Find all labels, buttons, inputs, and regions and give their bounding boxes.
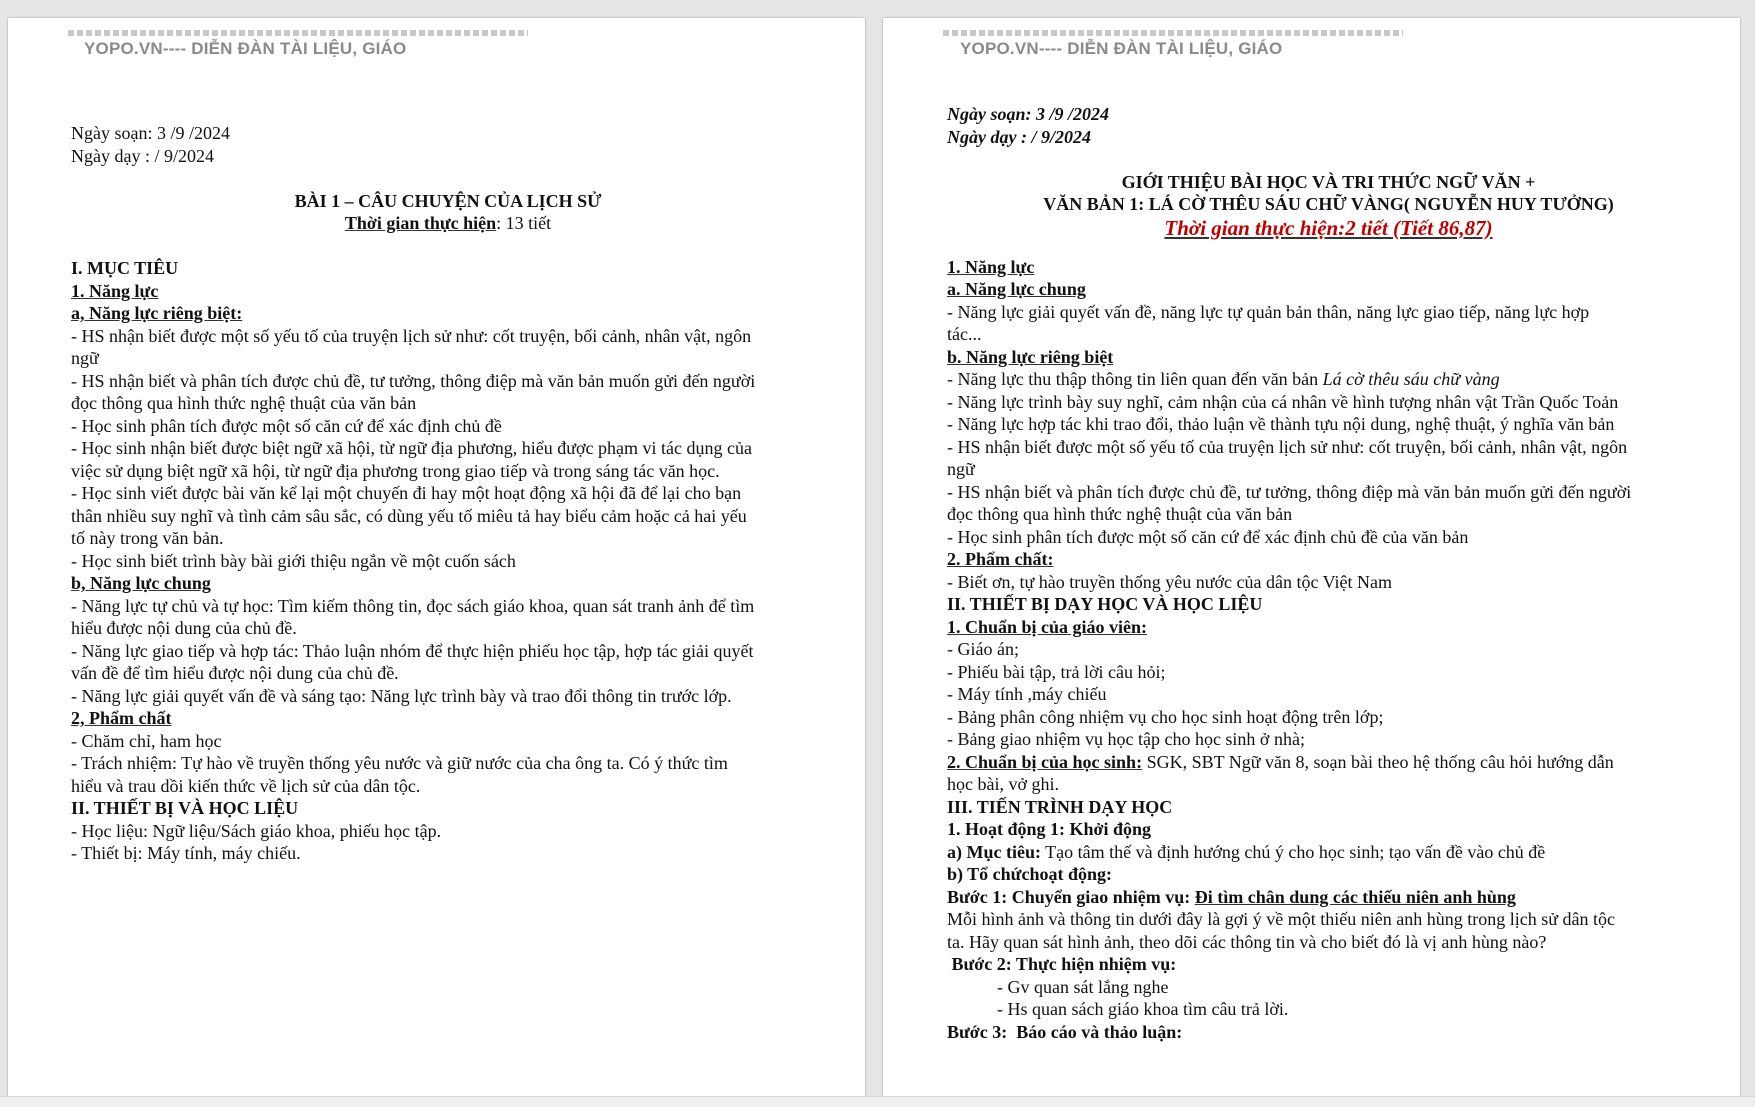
site-header: YOPO.VN---- DIỄN ĐÀN TÀI LIỆU, GIÁO (960, 39, 1283, 58)
paragraph (947, 841, 1710, 864)
paragraph: - Năng lực hợp tác khi trao đổi, thảo luận về thành tựu nội dung, nghệ thuật, ý nghĩa văn bản (947, 414, 1615, 434)
paragraph: tác... (947, 324, 982, 344)
subsection-heading: 1. Năng lực (947, 256, 1035, 277)
document-page-left (8, 18, 865, 1098)
paragraph: - Năng lực giải quyết vấn đề, năng lực tự quản bản thân, năng lực giao tiếp, năng lực hợp (947, 301, 1590, 322)
paragraph: - Bảng giao nhiệm vụ học tập cho học sinh ở nhà; (947, 729, 1305, 749)
paragraph: đọc thông qua hình thức nghệ thuật của văn bản (71, 393, 417, 413)
date-teach: Ngày dạy : / 9/2024 (71, 145, 214, 166)
paragraph: - Năng lực giải quyết vấn đề và sáng tạo: Năng lực trình bày và trao đổi thông tin trước lớp. (71, 685, 732, 706)
lesson-title: VĂN BẢN 1: LÁ CỜ THÊU SÁU CHỮ VÀNG( NGUYỄN HUY TƯỞNG) (1043, 194, 1614, 214)
site-header: YOPO.VN---- DIỄN ĐÀN TÀI LIỆU, GIÁO (84, 39, 407, 58)
section-heading: II. THIẾT BỊ VÀ HỌC LIỆU (71, 798, 299, 818)
lesson-title: GIỚI THIỆU BÀI HỌC VÀ TRI THỨC NGỮ VĂN + (1121, 171, 1536, 192)
paragraph: - Thiết bị: Máy tính, máy chiếu. (71, 843, 301, 863)
subsection-heading: a. Năng lực chung (947, 279, 1086, 299)
page-body (71, 122, 825, 865)
subsection-heading: b) Tổ chứchoạt động: (947, 864, 1112, 884)
paragraph (947, 368, 1710, 391)
time-line: Thời gian thực hiện:2 tiết (Tiết 86,87) (1164, 215, 1493, 240)
paragraph: - Học sinh phân tích được một số căn cứ để xác định chủ đề (71, 415, 502, 436)
paragraph-text: SGK, SBT Ngữ văn 8, soạn bài theo hệ thống câu hỏi hướng dẫn (1142, 751, 1614, 772)
horizontal-scrollbar[interactable] (0, 1096, 1755, 1107)
subsection-heading: b. Năng lực riêng biệt (947, 346, 1114, 367)
subsection-heading: 2. Phẩm chất: (947, 549, 1054, 569)
paragraph: - Trách nhiệm: Tự hào về truyền thống yêu nước và giữ nước của cha ông ta. Có ý thức tìm (71, 753, 728, 773)
section-heading: III. TIẾN TRÌNH DẠY HỌC (947, 796, 1173, 817)
step-label: Bước 1: Chuyển giao nhiệm vụ: (947, 886, 1195, 907)
paragraph: - Học sinh biết trình bày bài giới thiệu ngắn về một cuốn sách (71, 550, 516, 571)
time-label: Thời gian thực hiện (344, 213, 497, 233)
date-teach: Ngày dạy : / 9/2024 (947, 126, 1091, 147)
page-body (947, 103, 1710, 1043)
paragraph: - Năng lực trình bày suy nghĩ, cảm nhận của cá nhân về hình tượng nhân vật Trần Quốc Toản (947, 391, 1619, 412)
paragraph: - Chăm chỉ, ham học (71, 730, 222, 751)
paragraph: tố này trong văn bản. (71, 528, 224, 548)
paragraph: - HS nhận biết và phân tích được chủ đề, tư tưởng, thông điệp mà văn bản muốn gửi đến người (71, 370, 756, 391)
paragraph: - HS nhận biết và phân tích được chủ đề, tư tưởng, thông điệp mà văn bản muốn gửi đến người (947, 481, 1632, 502)
document-page-right (883, 18, 1740, 1098)
paragraph: Mỗi hình ảnh và thông tin dưới đây là gợi ý về một thiếu niên anh hùng trong lịch sử dân tộc (947, 909, 1615, 929)
subsection-heading: a, Năng lực riêng biệt: (71, 303, 243, 323)
date-prepared: Ngày soạn: 3 /9 /2024 (71, 123, 230, 143)
time-value: : 13 tiết (496, 213, 552, 233)
paragraph: - Học sinh phân tích được một số căn cứ để xác định chủ đề của văn bản (947, 526, 1469, 547)
step-heading (947, 886, 1710, 909)
header-clipped-text (943, 30, 1403, 36)
paragraph: - Giáo án; (947, 639, 1019, 659)
paragraph: vấn đề để tìm hiểu được nội dung của chủ đề. (71, 663, 399, 683)
paragraph: - Phiếu bài tập, trả lời câu hỏi; (947, 661, 1166, 682)
subsection-heading: 1. Năng lực (71, 280, 159, 301)
step-task: Đi tìm chân dung các thiếu niên anh hùng (1194, 886, 1516, 907)
paragraph: - Học sinh nhận biết được biệt ngữ xã hội, từ ngữ địa phương, hiểu được phạm vi tác dụng của (71, 438, 752, 458)
lesson-title: BÀI 1 – CÂU CHUYỆN CỦA LỊCH SỬ (294, 190, 602, 211)
paragraph: - Hs quan sách giáo khoa tìm câu trả lời. (997, 999, 1289, 1019)
paragraph: hiểu và trau dồi kiến thức về lịch sử của dân tộc. (71, 775, 421, 796)
paragraph: - HS nhận biết được một số yếu tố của truyện lịch sử như: cốt truyện, bối cảnh, nhân vật, ngôn (71, 325, 752, 346)
paragraph-text: - Năng lực thu thập thông tin liên quan đến văn bản (947, 369, 1323, 389)
paragraph: hiểu được nội dung của chủ đề. (71, 618, 297, 638)
step-heading: Bước 3: Báo cáo và thảo luận: (947, 1021, 1183, 1042)
paragraph: thân nhiều suy nghĩ và tình cảm sâu sắc, có dùng yếu tố miêu tả hay biểu cảm hoặc cả hai yếu (71, 505, 747, 526)
work-title: Lá cờ thêu sáu chữ vàng (1322, 369, 1500, 389)
header-clipped-text (68, 30, 528, 36)
paragraph: - Năng lực giao tiếp và hợp tác: Thảo luận nhóm để thực hiện phiếu học tập, hợp tác giải quyết (71, 640, 754, 661)
subsection-heading: 2, Phẩm chất (71, 708, 172, 728)
paragraph-text: Tạo tâm thế và định hướng chú ý cho học sinh; tạo vấn đề vào chủ đề (1040, 841, 1546, 862)
paragraph: - Gv quan sát lắng nghe (997, 976, 1169, 997)
goal-label: a) Mục tiêu: (947, 841, 1041, 862)
paragraph: - Máy tính ,máy chiếu (947, 684, 1107, 704)
date-prepared: Ngày soạn: 3 /9 /2024 (947, 104, 1109, 124)
paragraph: việc sử dụng biệt ngữ xã hội, từ ngữ địa phương trong giao tiếp và trong sáng tác văn học. (71, 460, 720, 481)
section-heading: II. THIẾT BỊ DẠY HỌC VÀ HỌC LIỆU (947, 594, 1263, 614)
subsection-heading: 1. Hoạt động 1: Khởi động (947, 819, 1152, 839)
subsection-heading: 2. Chuẩn bị của học sinh: (947, 751, 1143, 772)
time-line (71, 212, 825, 235)
paragraph (947, 751, 1710, 774)
paragraph: - Năng lực tự chủ và tự học: Tìm kiếm thông tin, đọc sách giáo khoa, quan sát tranh ảnh để tìm (71, 595, 755, 616)
step-heading: Bước 2: Thực hiện nhiệm vụ: (947, 954, 1177, 974)
paragraph: - Bảng phân công nhiệm vụ cho học sinh hoạt động trên lớp; (947, 706, 1384, 727)
paragraph: ta. Hãy quan sát hình ảnh, theo dõi các thông tin và cho biết đó là vị anh hùng nào? (947, 931, 1547, 952)
subsection-heading: b, Năng lực chung (71, 573, 211, 593)
paragraph: đọc thông qua hình thức nghệ thuật của văn bản (947, 504, 1293, 524)
paragraph: - Học liệu: Ngữ liệu/Sách giáo khoa, phiếu học tập. (71, 820, 442, 841)
paragraph: - Học sinh viết được bài văn kể lại một chuyến đi hay một hoạt động xã hội đã để lại cho bạn (71, 483, 742, 503)
paragraph: ngữ (71, 348, 99, 368)
paragraph: - Biết ơn, tự hào truyền thống yêu nước của dân tộc Việt Nam (947, 571, 1393, 592)
paragraph: học bài, vở ghi. (947, 774, 1059, 794)
paragraph: - HS nhận biết được một số yếu tố của truyện lịch sử như: cốt truyện, bối cảnh, nhân vật, ngôn (947, 436, 1628, 457)
paragraph: ngữ (947, 459, 975, 479)
subsection-heading: 1. Chuẩn bị của giáo viên: (947, 616, 1148, 637)
section-heading: I. MỤC TIÊU (71, 258, 179, 278)
